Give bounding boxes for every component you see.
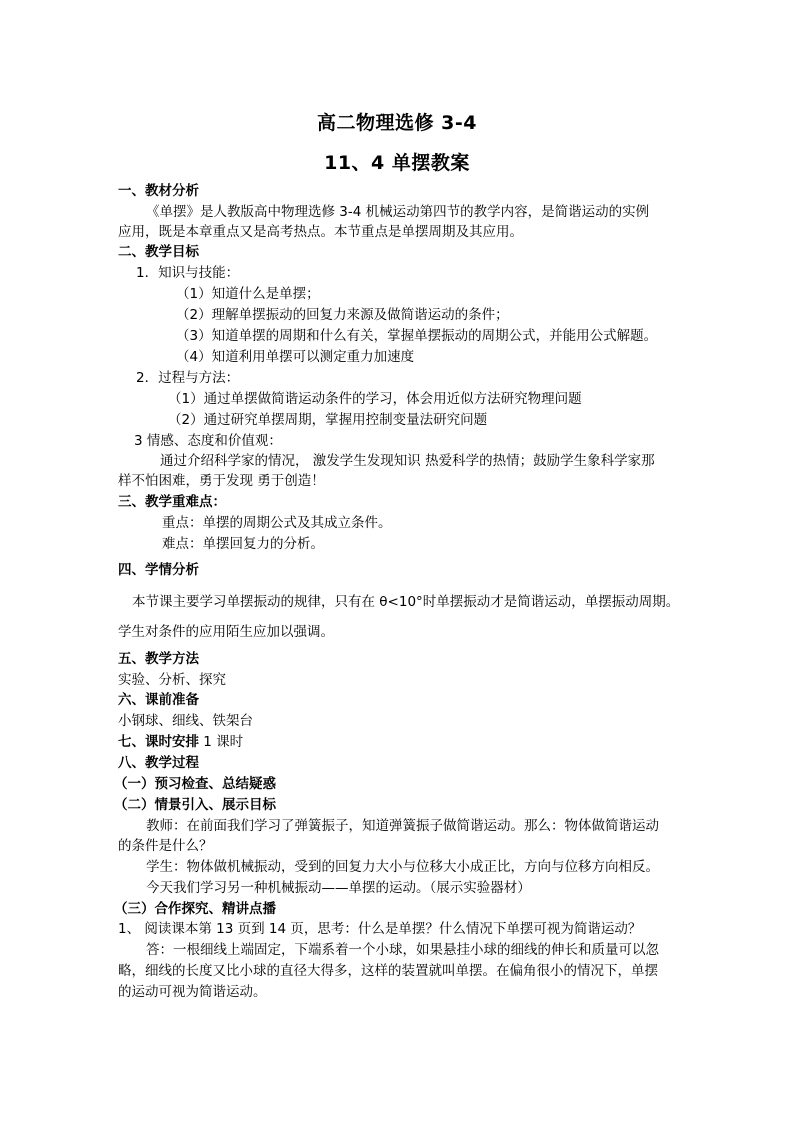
paragraph-text: 1 课时: [199, 734, 244, 750]
paragraph-line: 实验、分析、探究: [118, 672, 226, 688]
paragraph-line: 小钢球、细线、铁架台: [118, 713, 253, 729]
subheading: （一）预习检查、总结疑惑: [114, 776, 276, 792]
subheading: （三）合作探究、精讲点播: [114, 901, 276, 917]
subheading: （二）情景引入、展示目标: [114, 797, 276, 813]
list-item: （2）理解单摆振动的回复力来源及做简谐运动的条件；: [176, 307, 509, 323]
list-item: （1）通过单摆做简谐运动条件的学习，体会用近似方法研究物理问题: [168, 391, 582, 407]
paragraph-line: 略，细线的长度又比小球的直径大得多，这样的装置就叫单摆。在偏角很小的情况下，单摆: [118, 963, 658, 979]
section-heading: 六、课前准备: [118, 692, 199, 708]
subheading: 3 情感、态度和价值观：: [134, 433, 282, 449]
lesson-title: 11、4 单摆教案: [324, 152, 470, 174]
paragraph-line: 学生：物体做机械振动，受到的回复力大小与位移大小成正比，方向与位移方向相反。: [146, 859, 659, 875]
paragraph-line: 难点：单摆回复力的分析。: [162, 536, 324, 552]
paragraph-line: 本节课主要学习单摆振动的规律，只有在 θ<10°时单摆振动才是简谐运动，单摆振动周期。: [132, 594, 680, 610]
list-item: （3）知道单摆的周期和什么有关，掌握单摆振动的周期公式，并能用公式解题。: [176, 328, 658, 344]
section-heading: 一、教材分析: [118, 183, 199, 199]
paragraph-line: 应用，既是本章重点又是高考热点。本节重点是单摆周期及其应用。: [118, 224, 523, 240]
section-heading: 七、课时安排: [118, 734, 199, 750]
paragraph-line: 《单摆》是人教版高中物理选修 3-4 机械运动第四节的教学内容，是简谐运动的实例: [146, 204, 650, 220]
paragraph-line: 重点：单摆的周期公式及其成立条件。: [162, 515, 392, 531]
section-heading: 八、教学过程: [118, 755, 199, 771]
section-heading-row: [118, 733, 243, 751]
section-heading: 二、教学目标: [118, 244, 199, 260]
section-heading: 三、教学重难点：: [118, 494, 226, 510]
list-item: （1）知道什么是单摆；: [176, 286, 320, 302]
subheading: 1．知识与技能：: [136, 265, 240, 281]
section-heading: 五、教学方法: [118, 651, 199, 667]
paragraph-line: 今天我们学习另一种机械振动——单摆的运动。（展示实验器材）: [146, 880, 531, 896]
paragraph-line: 的运动可视为简谐运动。: [118, 984, 267, 1000]
document-title: 高二物理选修 3-4: [317, 112, 477, 134]
section-heading: 四、学情分析: [118, 562, 199, 578]
paragraph-line: 通过介绍科学家的情况， 激发学生发现知识 热爱科学的热情；鼓励学生象科学家那: [160, 453, 655, 469]
subheading: 2．过程与方法：: [136, 370, 240, 386]
paragraph-line: 1、 阅读课本第 13 页到 14 页，思考：什么是单摆？什么情况下单摆可视为简谐运动？: [118, 921, 642, 937]
paragraph-line: 答：一根细线上端固定，下端系着一个小球，如果悬挂小球的细线的伸长和质量可以忽: [146, 942, 659, 958]
paragraph-line: 样不怕困难，勇于发现 勇于创造！: [118, 473, 325, 489]
list-item: （2）通过研究单摆周期，掌握用控制变量法研究问题: [168, 412, 488, 428]
paragraph-line: 的条件是什么？: [118, 838, 213, 854]
paragraph-line: 教师：在前面我们学习了弹簧振子，知道弹簧振子做简谐运动。那么：物体做简谐运动: [146, 818, 659, 834]
paragraph-line: 学生对条件的应用陌生应加以强调。: [118, 624, 334, 640]
list-item: （4）知道利用单摆可以测定重力加速度: [176, 349, 415, 365]
